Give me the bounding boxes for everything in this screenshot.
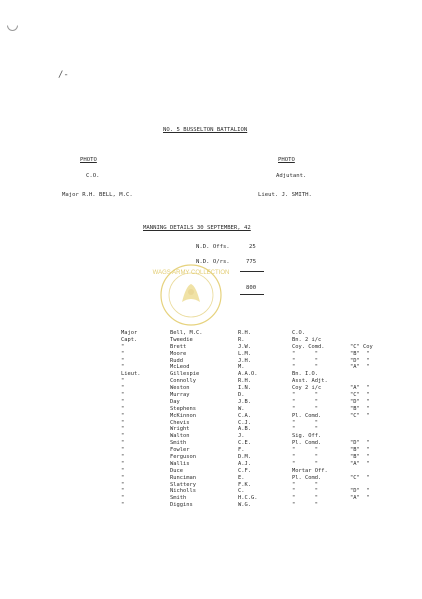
right-role: Adjutant. [276,173,307,179]
roster-coy: "D" " [350,440,370,447]
roster-initials: E. [238,474,245,481]
roster-row [0,454,422,461]
roster-role: " " [292,364,318,371]
roster-role: " " [292,481,318,488]
roster-role: Coy. Comd. [292,343,325,350]
roster-coy: "A" " [350,385,370,392]
right-officer-name: Lieut. J. SMITH. [258,192,312,198]
roster-rank: " [121,426,125,433]
roster-rank: " [121,398,125,405]
roster-rank: Lieut. [121,371,141,378]
roster-role: " " [292,350,318,357]
roster-initials: D. [238,392,245,399]
manning-label: N.D. O/rs. [196,259,230,265]
roster-rank: " [121,454,125,461]
roster-row [0,426,422,433]
roster-initials: J.W. [238,343,251,350]
roster-surname: Diggins [170,502,193,509]
roster-row [0,461,422,468]
roster-initials: C.E. [238,440,251,447]
roster-role: Bn. 2 i/c [292,336,322,343]
roster-surname: Nicholls [170,488,196,495]
roster-surname: Smith [170,440,187,447]
roster-surname: Wright [170,426,190,433]
roster-role: " " [292,357,318,364]
roster-surname: Slattery [170,481,196,488]
roster-coy: "B" " [350,454,370,461]
roster-surname: Wallis [170,460,190,467]
roster-row [0,330,422,337]
manning-total: 800 [246,285,257,291]
roster-surname: Moore [170,350,187,357]
roster-role: " " [292,460,318,467]
roster-role: " " [292,398,318,405]
roster-coy: "D" " [350,488,370,495]
roster-initials: A.J. [238,460,251,467]
roster-rank: " [121,378,125,385]
roster-surname: Brett [170,343,187,350]
roster-row [0,371,422,378]
roster-row [0,378,422,385]
manning-value: 25 [249,244,256,250]
roster-coy: "A" " [350,495,370,502]
roster-role: Asst. Adjt. [292,378,328,385]
manning-title: MANNING DETAILS 30 SEPTEMBER, 42 [143,225,251,231]
roster-role: Sig. Off. [292,433,322,440]
roster-initials: H.C.G. [238,495,258,502]
roster-role: " " [292,454,318,461]
roster-role: " " [292,447,318,454]
roster-initials: W. [238,405,245,412]
right-photo-label: PHOTO [278,157,295,163]
document-title: NO. 5 BUSSELTON BATTALION [163,127,248,133]
roster-surname: McKinnon [170,412,196,419]
roster-rank: " [121,350,125,357]
roster-surname: Stephens [170,405,196,412]
roster-initials: C. [238,488,245,495]
roster-rank: " [121,385,125,392]
roster-rank: " [121,433,125,440]
roster-coy: "C" " [350,412,370,419]
roster-row [0,337,422,344]
officer-roster [0,330,422,509]
roster-initials: R.H. [238,330,251,336]
roster-surname: Chevis [170,419,190,426]
roster-row [0,413,422,420]
roster-rank: " [121,502,125,509]
roster-row [0,447,422,454]
roster-coy: "A" " [350,460,370,467]
roster-coy: "B" " [350,447,370,454]
roster-coy: "B" " [350,405,370,412]
roster-role: Mortar Off. [292,467,328,474]
roster-row [0,344,422,351]
roster-role: " " [292,502,318,509]
roster-role: " " [292,495,318,502]
roster-row [0,406,422,413]
roster-surname: Ferguson [170,454,196,461]
roster-coy: "D" " [350,398,370,405]
roster-role: " " [292,405,318,412]
total-rule-bottom [240,294,264,295]
roster-rank: " [121,481,125,488]
roster-initials: D.M. [238,454,251,461]
roster-surname: Walton [170,433,190,440]
roster-rank: " [121,357,125,364]
roster-initials: F. [238,447,245,454]
roster-role: Pl. Comd. [292,440,322,447]
roster-coy: "B" " [350,350,370,357]
roster-initials: C.F. [238,467,251,474]
roster-row [0,399,422,406]
roster-row [0,364,422,371]
roster-initials: J.H. [238,357,251,364]
roster-initials: J. [238,433,245,440]
roster-initials: A.A.O. [238,371,258,378]
roster-row [0,488,422,495]
roster-surname: Weston [170,385,190,392]
roster-row [0,392,422,399]
roster-role: Bn. I.O. [292,371,318,378]
roster-coy: "D" " [350,357,370,364]
roster-row [0,385,422,392]
roster-surname: Murray [170,392,190,399]
roster-row [0,433,422,440]
total-rule-top [240,271,264,272]
roster-rank: " [121,440,125,447]
roster-surname: Bell, M.C. [170,330,203,336]
roster-surname: Runciman [170,474,196,481]
roster-surname: Tweedie [170,336,193,343]
roster-surname: Duce [170,467,183,474]
roster-rank: " [121,343,125,350]
roster-surname: Connolly [170,378,196,385]
roster-row [0,420,422,427]
roster-row [0,475,422,482]
roster-rank: " [121,364,125,371]
roster-row [0,468,422,475]
roster-rank: " [121,495,125,502]
roster-surname: Fowler [170,447,190,454]
pencil-mark: /- [58,70,69,80]
roster-rank: " [121,412,125,419]
roster-rank: Major [121,330,138,336]
roster-row [0,502,422,509]
roster-surname: Rudd [170,357,183,364]
roster-rank: " [121,467,125,474]
roster-rank: " [121,419,125,426]
left-role: C.O. [86,173,100,179]
roster-coy: "C" Coy [350,343,373,350]
watermark-text: WAGS ARMY COLLECTION [152,270,230,276]
roster-initials: A.B. [238,426,251,433]
roster-row [0,351,422,358]
roster-rank: " [121,447,125,454]
roster-coy: "A" " [350,364,370,371]
roster-initials: C.A. [238,412,251,419]
roster-rank: " [121,474,125,481]
roster-role: " " [292,488,318,495]
roster-role: " " [292,392,318,399]
roster-coy: "C" " [350,392,370,399]
roster-surname: Day [170,398,180,405]
roster-rank: " [121,405,125,412]
roster-row [0,358,422,365]
left-officer-name: Major R.H. BELL, M.C. [62,192,133,198]
roster-surname: Gillespie [170,371,200,378]
roster-role: Pl. Comd. [292,412,322,419]
roster-initials: I.N. [238,385,251,392]
roster-initials: F.K. [238,481,251,488]
roster-initials: M. [238,364,245,371]
roster-rank: " [121,488,125,495]
left-photo-label: PHOTO [80,157,97,163]
roster-initials: L.M. [238,350,251,357]
manning-value: 775 [246,259,257,265]
roster-initials: W.G. [238,502,251,509]
roster-role: " " [292,419,318,426]
roster-rank: Capt. [121,336,138,343]
punch-hole-mark [7,20,18,31]
roster-initials: R.H. [238,378,251,385]
roster-role: " " [292,426,318,433]
roster-initials: C.J. [238,419,251,426]
roster-role: C.O. [292,330,305,336]
roster-initials: R. [238,336,245,343]
roster-row [0,495,422,502]
roster-surname: Smith [170,495,187,502]
roster-row [0,482,422,489]
roster-surname: McLeod [170,364,190,371]
roster-rank: " [121,460,125,467]
roster-initials: J.B. [238,398,251,405]
roster-row [0,440,422,447]
roster-role: Pl. Comd. [292,474,322,481]
manning-label: N.D. Offs. [196,244,230,250]
roster-coy: "C" " [350,474,370,481]
roster-role: Coy 2 i/c [292,385,322,392]
roster-rank: " [121,392,125,399]
